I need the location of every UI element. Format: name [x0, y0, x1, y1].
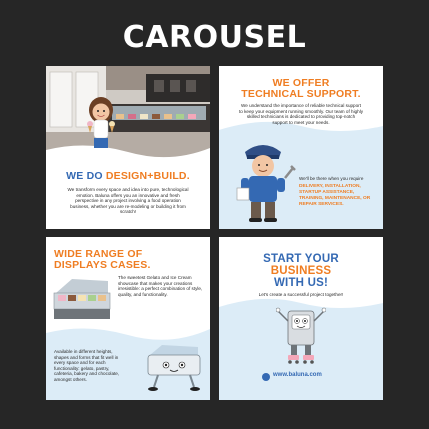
page-title: CAROUSEL	[122, 20, 307, 55]
carousel-card-display-cases[interactable]	[46, 237, 210, 400]
heading-prefix: WE DO	[66, 170, 106, 182]
card-heading-line2: DISPLAYS CASES.	[54, 259, 151, 271]
card-body-2: Available in different heights, shapes and forms that fit well in every space and for each functionality: gelato, pastry, cafeteria, bakery and chocolate, amongst others.	[54, 349, 120, 382]
website-link[interactable]: www.baluna.com	[273, 372, 322, 378]
machine-mascot	[276, 305, 326, 367]
carousel-card-start-business[interactable]	[219, 237, 383, 400]
showroom-illustration	[46, 66, 210, 166]
card-heading-line2: BUSINESS	[270, 265, 332, 277]
card-heading-line1: START YOUR	[263, 253, 339, 265]
card-heading-line1: WE OFFER	[272, 77, 330, 89]
card-heading-line2: TECHNICAL SUPPORT.	[241, 88, 361, 100]
display-case-mascot	[144, 341, 204, 393]
card-heading	[46, 171, 210, 182]
card-body-1: The sweetest Gelato and Ice Cream showcase that makes your creations irresistible: a perfect combination of style, quality, and functionality.	[118, 275, 203, 297]
carousel-card-design-build[interactable]	[46, 66, 210, 229]
services-list: DELIVERY, INSTALLATION, STARTUP ASSISTANCE, TRAINING, MAINTENANCE, OR REPAIR SERVICES.	[299, 184, 371, 207]
card-heading-line1: WIDE RANGE OF	[54, 248, 143, 260]
side-text: We'll be there when you require	[299, 176, 364, 181]
carousel-card-technical-support[interactable]	[219, 66, 383, 229]
card-body: We transform every space and idea into pure, technological emotion. Baluna offers you an innovative and fresh perspective in any project involving a food operation business, whether you are re-modeling or building it from scratch!	[67, 187, 189, 215]
heading-highlight: DESIGN+BUILD.	[105, 170, 190, 182]
globe-icon	[262, 373, 270, 381]
gelato-display-case	[52, 275, 112, 321]
card-body: We understand the importance of reliable technical support to keep your equipment running smoothly. Our team of highly skilled technicians is dedicated to providing top-notch support to meet your needs.	[239, 103, 364, 125]
technician-illustration	[223, 138, 303, 228]
card-subtitle: Let's create a successful project together!	[258, 292, 344, 297]
card-heading-line3: WITH US!	[274, 277, 328, 289]
